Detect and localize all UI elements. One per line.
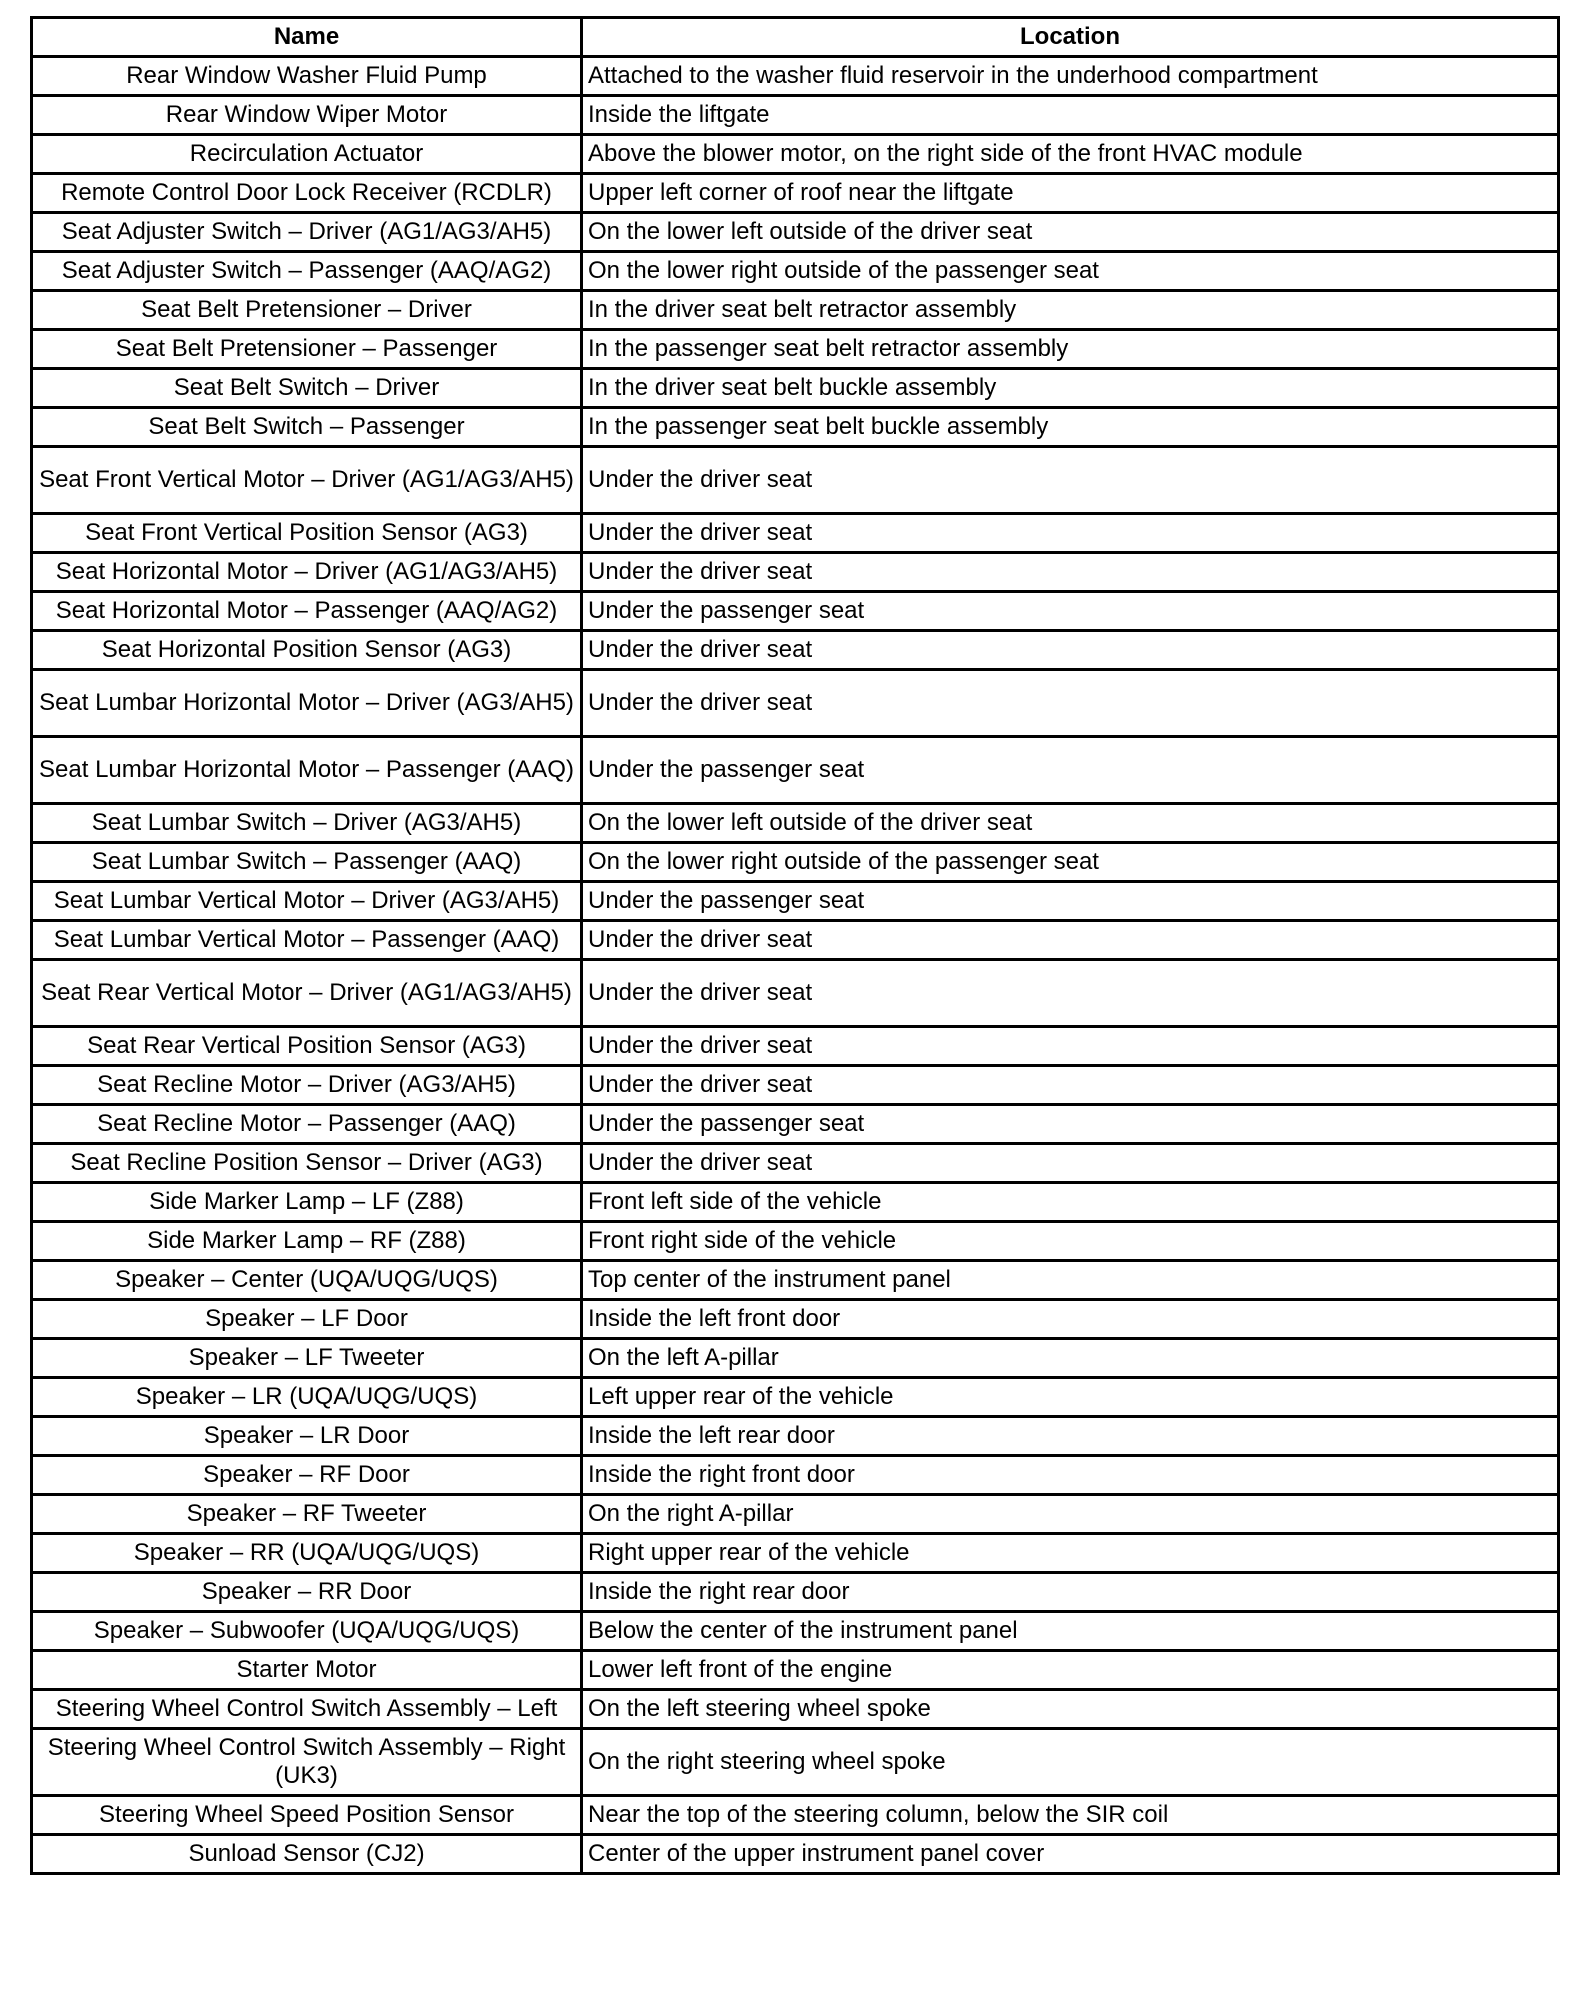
table-row	[32, 1378, 1559, 1417]
component-name-cell: Speaker – RF Tweeter	[32, 1495, 582, 1534]
component-location-cell: On the lower left outside of the driver seat	[582, 213, 1559, 252]
component-location-cell: Near the top of the steering column, below the SIR coil	[582, 1796, 1559, 1835]
table-row	[32, 1183, 1559, 1222]
table-row	[32, 631, 1559, 670]
component-location-cell: Right upper rear of the vehicle	[582, 1534, 1559, 1573]
component-name-cell: Seat Horizontal Motor – Passenger (AAQ/AG2)	[32, 592, 582, 631]
component-name-cell: Speaker – Center (UQA/UQG/UQS)	[32, 1261, 582, 1300]
component-location-cell: Below the center of the instrument panel	[582, 1612, 1559, 1651]
component-location-cell: In the passenger seat belt buckle assembly	[582, 408, 1559, 447]
table-row	[32, 843, 1559, 882]
table-row	[32, 1144, 1559, 1183]
component-name-cell: Seat Belt Switch – Passenger	[32, 408, 582, 447]
component-location-cell: On the right steering wheel spoke	[582, 1729, 1559, 1796]
location-column-header: Location	[582, 18, 1559, 57]
component-name-cell: Recirculation Actuator	[32, 135, 582, 174]
component-name-cell: Seat Rear Vertical Motor – Driver (AG1/AG3/AH5)	[32, 960, 582, 1027]
component-name-cell: Seat Horizontal Motor – Driver (AG1/AG3/AH5)	[32, 553, 582, 592]
component-location-cell: Under the passenger seat	[582, 882, 1559, 921]
component-location-cell: Front left side of the vehicle	[582, 1183, 1559, 1222]
table-row	[32, 174, 1559, 213]
table-row	[32, 369, 1559, 408]
table-header-row	[32, 18, 1559, 57]
table-row	[32, 921, 1559, 960]
component-name-cell: Speaker – RR Door	[32, 1573, 582, 1612]
table-row	[32, 553, 1559, 592]
component-name-cell: Seat Front Vertical Motor – Driver (AG1/AG3/AH5)	[32, 447, 582, 514]
component-location-cell: Inside the left front door	[582, 1300, 1559, 1339]
component-name-cell: Sunload Sensor (CJ2)	[32, 1835, 582, 1874]
component-name-cell: Seat Lumbar Horizontal Motor – Driver (AG3/AH5)	[32, 670, 582, 737]
component-location-cell: Under the driver seat	[582, 631, 1559, 670]
component-name-cell: Seat Lumbar Switch – Passenger (AAQ)	[32, 843, 582, 882]
component-name-cell: Remote Control Door Lock Receiver (RCDLR)	[32, 174, 582, 213]
table-row	[32, 135, 1559, 174]
component-location-cell: On the left steering wheel spoke	[582, 1690, 1559, 1729]
component-location-cell: Lower left front of the engine	[582, 1651, 1559, 1690]
component-name-cell: Steering Wheel Control Switch Assembly – Left	[32, 1690, 582, 1729]
component-location-cell: On the lower left outside of the driver seat	[582, 804, 1559, 843]
component-location-cell: Under the driver seat	[582, 1027, 1559, 1066]
component-location-cell: Front right side of the vehicle	[582, 1222, 1559, 1261]
table-row	[32, 1027, 1559, 1066]
table-row	[32, 291, 1559, 330]
table-row	[32, 1105, 1559, 1144]
component-name-cell: Speaker – LR Door	[32, 1417, 582, 1456]
table-row	[32, 447, 1559, 514]
component-name-cell: Seat Lumbar Horizontal Motor – Passenger (AAQ)	[32, 737, 582, 804]
component-name-cell: Speaker – LF Tweeter	[32, 1339, 582, 1378]
component-name-cell: Side Marker Lamp – LF (Z88)	[32, 1183, 582, 1222]
table-row	[32, 1573, 1559, 1612]
component-name-cell: Seat Horizontal Position Sensor (AG3)	[32, 631, 582, 670]
table-row	[32, 1339, 1559, 1378]
component-name-cell: Steering Wheel Speed Position Sensor	[32, 1796, 582, 1835]
component-name-cell: Seat Recline Motor – Passenger (AAQ)	[32, 1105, 582, 1144]
table-row	[32, 252, 1559, 291]
component-name-cell: Steering Wheel Control Switch Assembly – Right (UK3)	[32, 1729, 582, 1796]
component-name-cell: Rear Window Wiper Motor	[32, 96, 582, 135]
component-name-cell: Seat Belt Pretensioner – Passenger	[32, 330, 582, 369]
table-row	[32, 1690, 1559, 1729]
component-name-cell: Speaker – LF Door	[32, 1300, 582, 1339]
component-name-cell: Seat Recline Motor – Driver (AG3/AH5)	[32, 1066, 582, 1105]
component-location-cell: Under the passenger seat	[582, 592, 1559, 631]
component-location-cell: On the lower right outside of the passenger seat	[582, 843, 1559, 882]
component-location-cell: Above the blower motor, on the right side of the front HVAC module	[582, 135, 1559, 174]
table-row	[32, 804, 1559, 843]
table-row	[32, 57, 1559, 96]
table-row	[32, 1651, 1559, 1690]
table-row	[32, 1495, 1559, 1534]
component-name-cell: Speaker – LR (UQA/UQG/UQS)	[32, 1378, 582, 1417]
component-location-cell: On the lower right outside of the passenger seat	[582, 252, 1559, 291]
component-location-cell: On the left A-pillar	[582, 1339, 1559, 1378]
table-row	[32, 213, 1559, 252]
table-row	[32, 1534, 1559, 1573]
component-name-cell: Speaker – Subwoofer (UQA/UQG/UQS)	[32, 1612, 582, 1651]
component-location-cell: Under the driver seat	[582, 514, 1559, 553]
component-location-cell: Under the driver seat	[582, 670, 1559, 737]
component-name-cell: Seat Adjuster Switch – Driver (AG1/AG3/AH5)	[32, 213, 582, 252]
table-row	[32, 1066, 1559, 1105]
component-location-cell: Under the driver seat	[582, 960, 1559, 1027]
table-row	[32, 960, 1559, 1027]
component-location-cell: Top center of the instrument panel	[582, 1261, 1559, 1300]
component-location-cell: Upper left corner of roof near the liftgate	[582, 174, 1559, 213]
component-location-cell: In the driver seat belt retractor assembly	[582, 291, 1559, 330]
table-row	[32, 1796, 1559, 1835]
table-row	[32, 96, 1559, 135]
component-name-cell: Speaker – RR (UQA/UQG/UQS)	[32, 1534, 582, 1573]
table-row	[32, 1456, 1559, 1495]
component-location-cell: Inside the left rear door	[582, 1417, 1559, 1456]
table-row	[32, 592, 1559, 631]
component-name-cell: Seat Lumbar Vertical Motor – Driver (AG3/AH5)	[32, 882, 582, 921]
component-name-cell: Side Marker Lamp – RF (Z88)	[32, 1222, 582, 1261]
component-name-cell: Seat Belt Pretensioner – Driver	[32, 291, 582, 330]
table-row	[32, 1417, 1559, 1456]
table-row	[32, 1261, 1559, 1300]
table-row	[32, 514, 1559, 553]
component-location-cell: Under the driver seat	[582, 921, 1559, 960]
component-name-cell: Starter Motor	[32, 1651, 582, 1690]
table-row	[32, 408, 1559, 447]
component-name-cell: Seat Belt Switch – Driver	[32, 369, 582, 408]
component-name-cell: Seat Front Vertical Position Sensor (AG3)	[32, 514, 582, 553]
component-location-cell: Under the driver seat	[582, 1144, 1559, 1183]
component-name-cell: Speaker – RF Door	[32, 1456, 582, 1495]
component-location-cell: Under the driver seat	[582, 1066, 1559, 1105]
table-row	[32, 1612, 1559, 1651]
table-row	[32, 670, 1559, 737]
component-location-cell: Under the passenger seat	[582, 737, 1559, 804]
table-row	[32, 1835, 1559, 1874]
table-row	[32, 1729, 1559, 1796]
component-name-cell: Seat Recline Position Sensor – Driver (AG3)	[32, 1144, 582, 1183]
component-name-cell: Rear Window Washer Fluid Pump	[32, 57, 582, 96]
component-location-cell: Attached to the washer fluid reservoir in the underhood compartment	[582, 57, 1559, 96]
component-location-cell: Under the driver seat	[582, 447, 1559, 514]
component-location-cell: Inside the right front door	[582, 1456, 1559, 1495]
table-body	[32, 57, 1559, 1874]
component-location-cell: On the right A-pillar	[582, 1495, 1559, 1534]
table-row	[32, 1300, 1559, 1339]
table-row	[32, 737, 1559, 804]
component-location-table	[30, 16, 1560, 1875]
name-column-header: Name	[32, 18, 582, 57]
component-location-cell: Left upper rear of the vehicle	[582, 1378, 1559, 1417]
component-location-cell: Inside the liftgate	[582, 96, 1559, 135]
component-name-cell: Seat Lumbar Switch – Driver (AG3/AH5)	[32, 804, 582, 843]
component-location-cell: Center of the upper instrument panel cover	[582, 1835, 1559, 1874]
table-row	[32, 882, 1559, 921]
table-row	[32, 330, 1559, 369]
component-location-cell: Inside the right rear door	[582, 1573, 1559, 1612]
component-name-cell: Seat Lumbar Vertical Motor – Passenger (AAQ)	[32, 921, 582, 960]
component-name-cell: Seat Rear Vertical Position Sensor (AG3)	[32, 1027, 582, 1066]
component-location-cell: In the passenger seat belt retractor assembly	[582, 330, 1559, 369]
component-location-cell: In the driver seat belt buckle assembly	[582, 369, 1559, 408]
component-name-cell: Seat Adjuster Switch – Passenger (AAQ/AG2)	[32, 252, 582, 291]
component-location-cell: Under the passenger seat	[582, 1105, 1559, 1144]
component-location-cell: Under the driver seat	[582, 553, 1559, 592]
table-row	[32, 1222, 1559, 1261]
